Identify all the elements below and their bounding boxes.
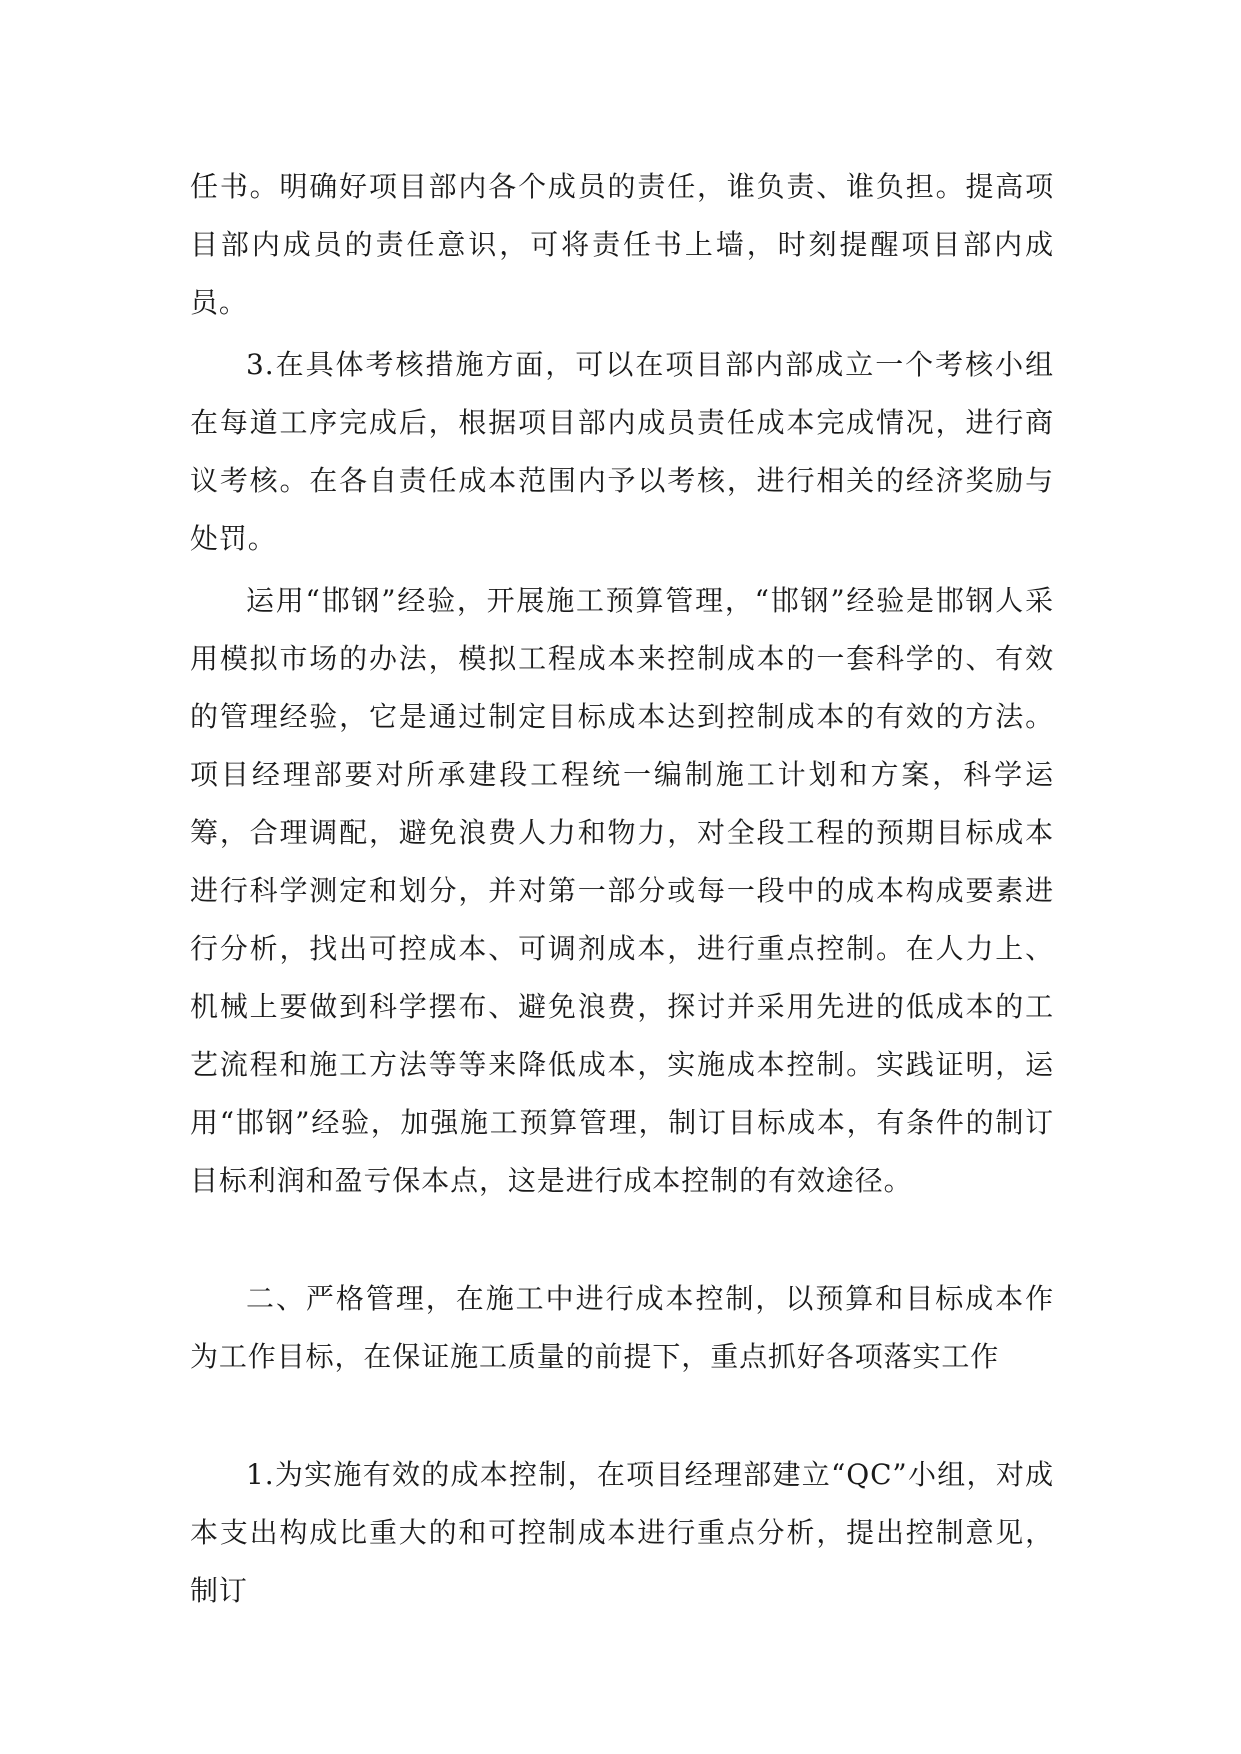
section-heading-strict-management: 二、严格管理，在施工中进行成本控制，以预算和目标成本作为工作目标，在保证施工质量的前提下，重点抓好各项落实工作 — [190, 1282, 1054, 1373]
paragraph-hangang-experience: 运用“邯钢”经验，开展施工预算管理，“邯钢”经验是邯钢人采用模拟市场的办法，模拟工程成本来控制成本的一套科学的、有效的管理经验，它是通过制定目标成本达到控制成本的有效的方法。项目经理部要对所承建段工程统一编制施工计划和方案，科学运筹，合理调配，避免浪费人力和物力，对全段工程的预期目标成本进行科学测定和划分，并对第一部分或每一段中的成本构成要素进行分析，找出可控成本、可调剂成本，进行重点控制。在人力上、机械上要做到科学摆布、避免浪费，探讨并采用先进的低成本的工艺流程和施工方法等等来降低成本，实施成本控制。实践证明，运用“邯钢”经验，加强施工预算管理，制订目标成本，有条件的制订目标利润和盈亏保本点，这是进行成本控制的有效途径。 — [190, 584, 1054, 1197]
paragraph-qc-group: 1.为实施有效的成本控制，在项目经理部建立“QC”小组，对成本支出构成比重大的和可控制成本进行重点分析，提出控制意见，制订 — [190, 1458, 1054, 1607]
paragraph-assessment-measures: 3.在具体考核措施方面，可以在项目部内部成立一个考核小组在每道工序完成后，根据项目部内成员责任成本完成情况，进行商议考核。在各自责任成本范围内予以考核，进行相关的经济奖励与处罚。 — [190, 348, 1054, 555]
paragraph-continuation: 任书。明确好项目部内各个成员的责任，谁负责、谁负担。提高项目部内成员的责任意识，可将责任书上墙，时刻提醒项目部内成员。 — [190, 170, 1054, 319]
document-body — [190, 158, 1054, 1624]
